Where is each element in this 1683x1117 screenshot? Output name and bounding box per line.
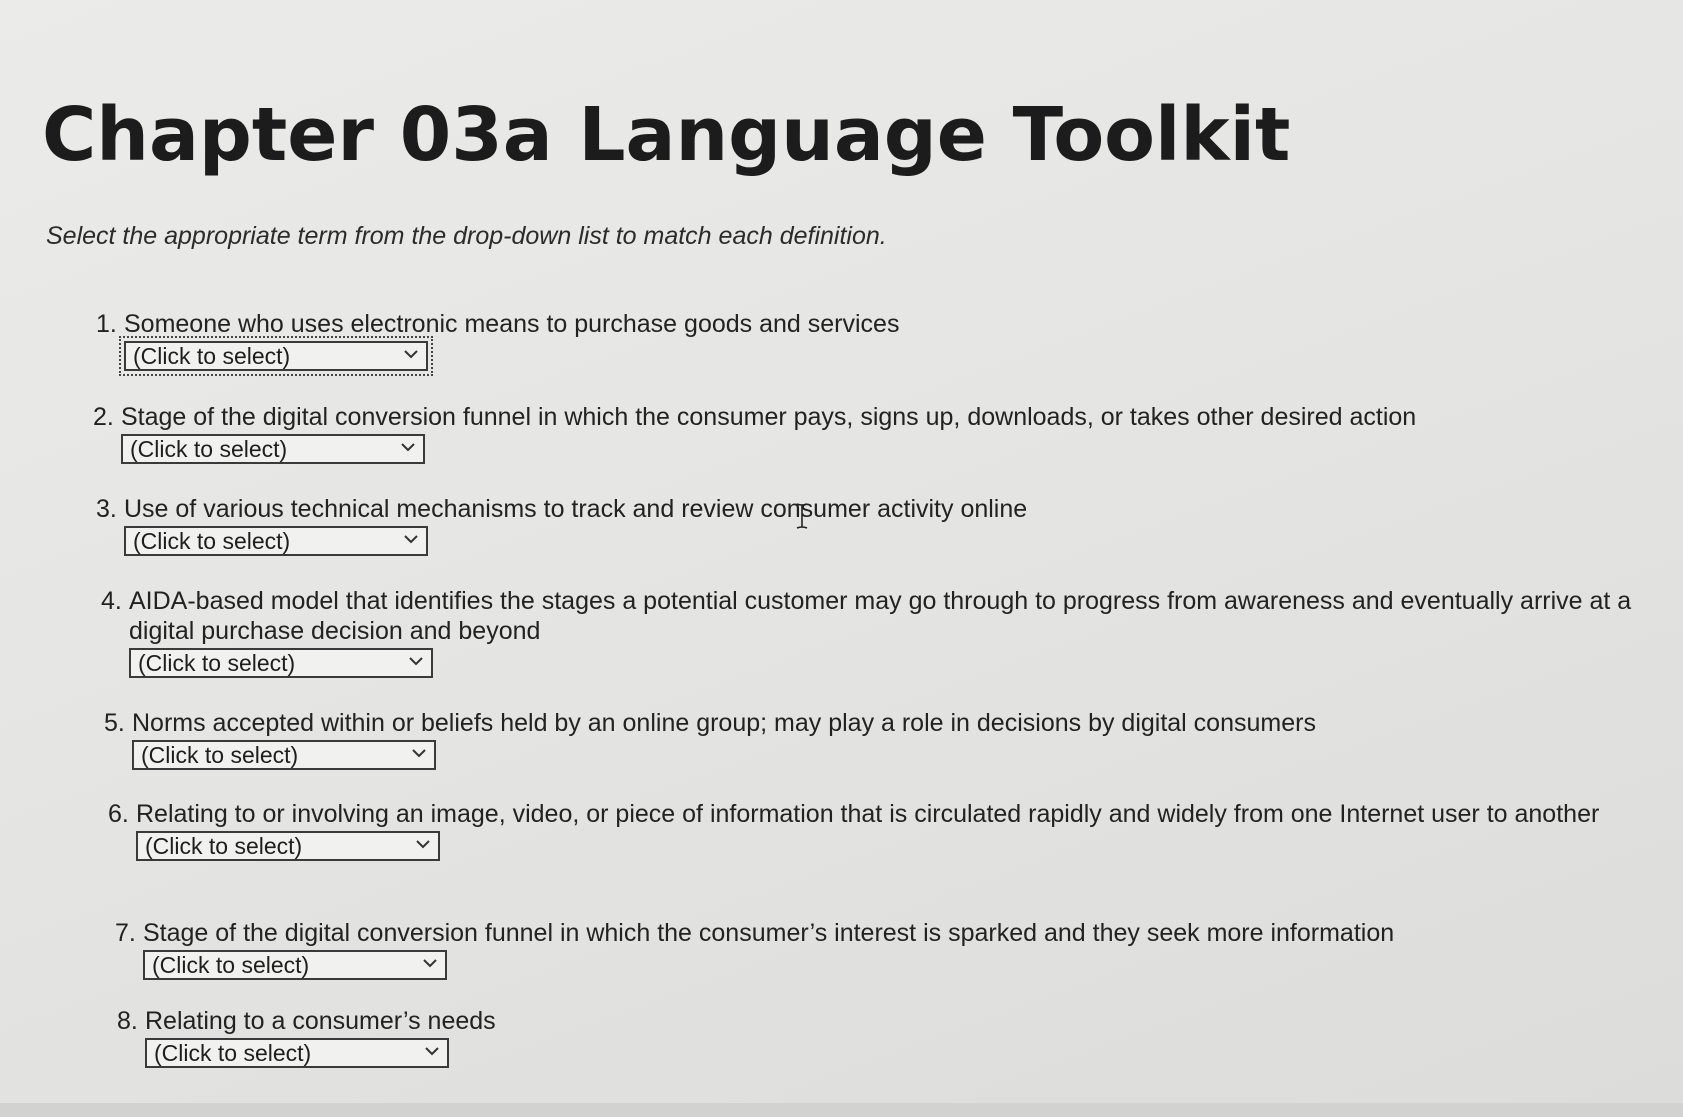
chevron-down-icon — [401, 442, 415, 452]
dropdown-value: (Click to select) — [133, 528, 291, 554]
question-text: Use of various technical mechanisms to track and review consumer activity online — [124, 495, 1028, 523]
chevron-down-icon — [423, 958, 437, 968]
term-dropdown-4[interactable] — [129, 648, 433, 678]
term-dropdown-6[interactable] — [136, 831, 440, 861]
question-number: 7. — [115, 919, 136, 947]
dropdown-value: (Click to select) — [141, 742, 299, 768]
question-number: 8. — [117, 1007, 138, 1035]
dropdown-value: (Click to select) — [154, 1040, 312, 1066]
term-dropdown-2[interactable] — [121, 434, 425, 464]
question-number: 6. — [108, 800, 129, 828]
term-dropdown-3[interactable] — [124, 526, 428, 556]
question-4 — [101, 586, 1651, 678]
bottom-divider — [0, 1103, 1683, 1117]
question-2 — [93, 402, 1613, 464]
chevron-down-icon — [412, 748, 426, 758]
question-number: 3. — [96, 495, 117, 523]
page-title: Chapter 03a Language Toolkit — [42, 92, 1291, 178]
question-7 — [115, 918, 1635, 980]
chevron-down-icon — [425, 1046, 439, 1056]
term-dropdown-8[interactable] — [145, 1038, 449, 1068]
question-number: 4. — [101, 587, 122, 615]
question-6 — [108, 799, 1643, 861]
question-text: Norms accepted within or beliefs held by an online group; may play a role in decisions by digital consumers — [132, 709, 1316, 737]
question-text: Relating to or involving an image, video, or piece of information that is circulated rapidly and widely from one Internet user to another — [136, 800, 1600, 828]
instructions-text: Select the appropriate term from the drop-down list to match each definition. — [46, 222, 887, 250]
chevron-down-icon — [409, 656, 423, 666]
question-text: Stage of the digital conversion funnel in which the consumer pays, signs up, downloads, or takes other desired action — [121, 403, 1417, 431]
term-dropdown-1[interactable] — [124, 341, 428, 371]
chevron-down-icon — [404, 534, 418, 544]
text-cursor-icon — [795, 503, 809, 529]
question-text: Stage of the digital conversion funnel in which the consumer’s interest is sparked and they seek more information — [143, 919, 1395, 947]
question-number: 5. — [104, 709, 125, 737]
question-text: AIDA-based model that identifies the stages a potential customer may go through to progress from awareness and eventually arrive at a digital purchase decision and beyond — [129, 587, 1632, 645]
question-text: Someone who uses electronic means to purchase goods and services — [124, 310, 900, 338]
dropdown-value: (Click to select) — [145, 833, 303, 859]
dropdown-value: (Click to select) — [152, 952, 310, 978]
question-8 — [117, 1006, 1597, 1068]
question-3 — [96, 494, 1576, 556]
question-5 — [104, 708, 1624, 770]
question-number: 1. — [96, 310, 117, 338]
dropdown-value: (Click to select) — [138, 650, 296, 676]
dropdown-value: (Click to select) — [133, 343, 291, 369]
question-1 — [96, 309, 1576, 371]
chevron-down-icon — [416, 839, 430, 849]
chevron-down-icon — [404, 349, 418, 359]
dropdown-value: (Click to select) — [130, 436, 288, 462]
question-text: Relating to a consumer’s needs — [145, 1007, 496, 1035]
term-dropdown-7[interactable] — [143, 950, 447, 980]
question-number: 2. — [93, 403, 114, 431]
term-dropdown-5[interactable] — [132, 740, 436, 770]
